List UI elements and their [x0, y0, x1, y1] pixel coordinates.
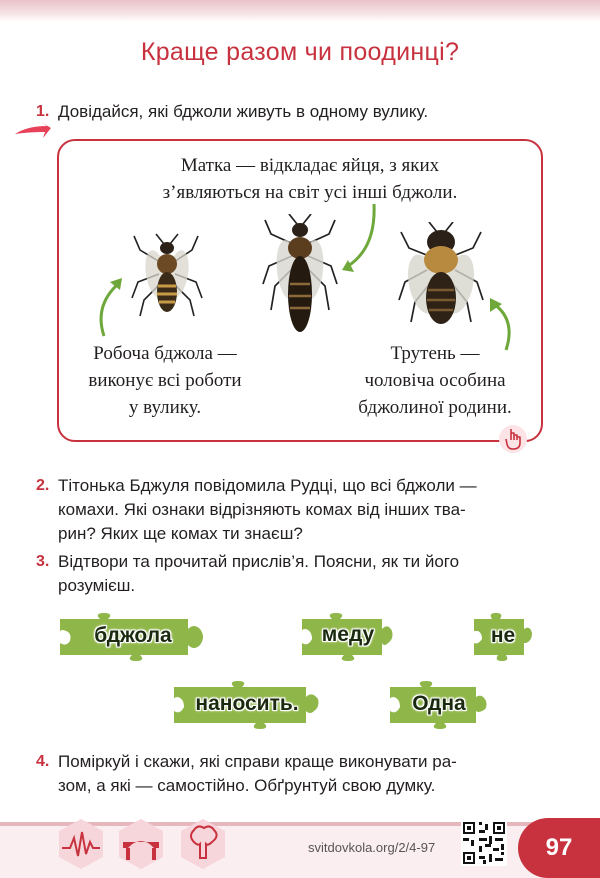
task-4 [36, 750, 548, 798]
explosion-icon [180, 818, 226, 870]
queen-caption [120, 152, 500, 206]
puzzle-piece-bdzhola[interactable] [60, 613, 206, 661]
puzzle-word: бджола [94, 624, 172, 647]
hand-pointer-icon [498, 424, 528, 454]
queen-bee-image [255, 214, 345, 338]
task-text: Довідайся, які бджоли живуть в одному вулику. [58, 102, 429, 121]
caption-line: виконує всі роботи [88, 370, 242, 391]
task-number: 1. [36, 103, 50, 120]
caption-line: чоловіча особина [364, 370, 506, 391]
worker-bee-image [126, 232, 208, 322]
page-title: Краще разом чи поодинці? [140, 38, 460, 66]
puzzle-word: не [490, 624, 516, 647]
caption-line: Трутень — [390, 343, 480, 364]
caption-line: з’являються на світ усі інші бджоли. [162, 182, 458, 203]
task-line: комахи. Які ознаки відрізняють комах від інших тва- [58, 500, 466, 519]
task-line: Відтвори та прочитай прислів’я. Поясни, як ти його [58, 552, 460, 571]
page-number: 97 [518, 818, 600, 878]
resource-url[interactable]: svitdovkola.org/2/4-97 [308, 840, 436, 855]
worker-caption [70, 340, 260, 421]
task-number: 3. [36, 553, 50, 570]
puzzle-word: Одна [412, 692, 466, 715]
task-line: рин? Яких ще комах ти знаєш? [58, 524, 303, 543]
caption-line: у вулику. [128, 397, 202, 418]
task-line: розумієш. [58, 576, 136, 595]
task-number: 4. [36, 753, 50, 770]
caption-line: Робоча бджола — [93, 343, 237, 364]
task-line: Поміркуй і скажи, які справи краще виконувати ра- [58, 752, 457, 771]
top-band [0, 0, 600, 22]
task-line: зом, а які — самостійно. Обґрунтуй свою думку. [58, 776, 436, 795]
caption-line: бджолиної родини. [358, 397, 512, 418]
task-2 [36, 474, 548, 546]
puzzle-word: меду [321, 623, 375, 646]
task-1 [36, 100, 548, 124]
puzzle-piece-odna[interactable] [390, 681, 488, 729]
task-3 [36, 550, 548, 598]
drone-arrow [488, 296, 522, 352]
puzzle-piece-ne[interactable] [474, 613, 532, 661]
drone-caption [340, 340, 530, 421]
drone-bee-image [393, 222, 489, 332]
heartbeat-icon [58, 818, 104, 870]
puzzle-word: наносить. [195, 692, 299, 715]
caption-line: Матка — відкладає яйця, з яких [180, 155, 440, 176]
task-line: Тітонька Бджуля повідомила Рудці, що всі бджоли — [58, 476, 477, 495]
queen-arrow [340, 202, 382, 274]
qr-code[interactable] [461, 820, 507, 866]
worker-arrow [92, 276, 132, 338]
bridge-icon [118, 818, 164, 870]
task-number: 2. [36, 477, 50, 494]
puzzle-piece-nanosyt[interactable] [174, 681, 320, 729]
puzzle-piece-medu[interactable] [302, 613, 394, 661]
